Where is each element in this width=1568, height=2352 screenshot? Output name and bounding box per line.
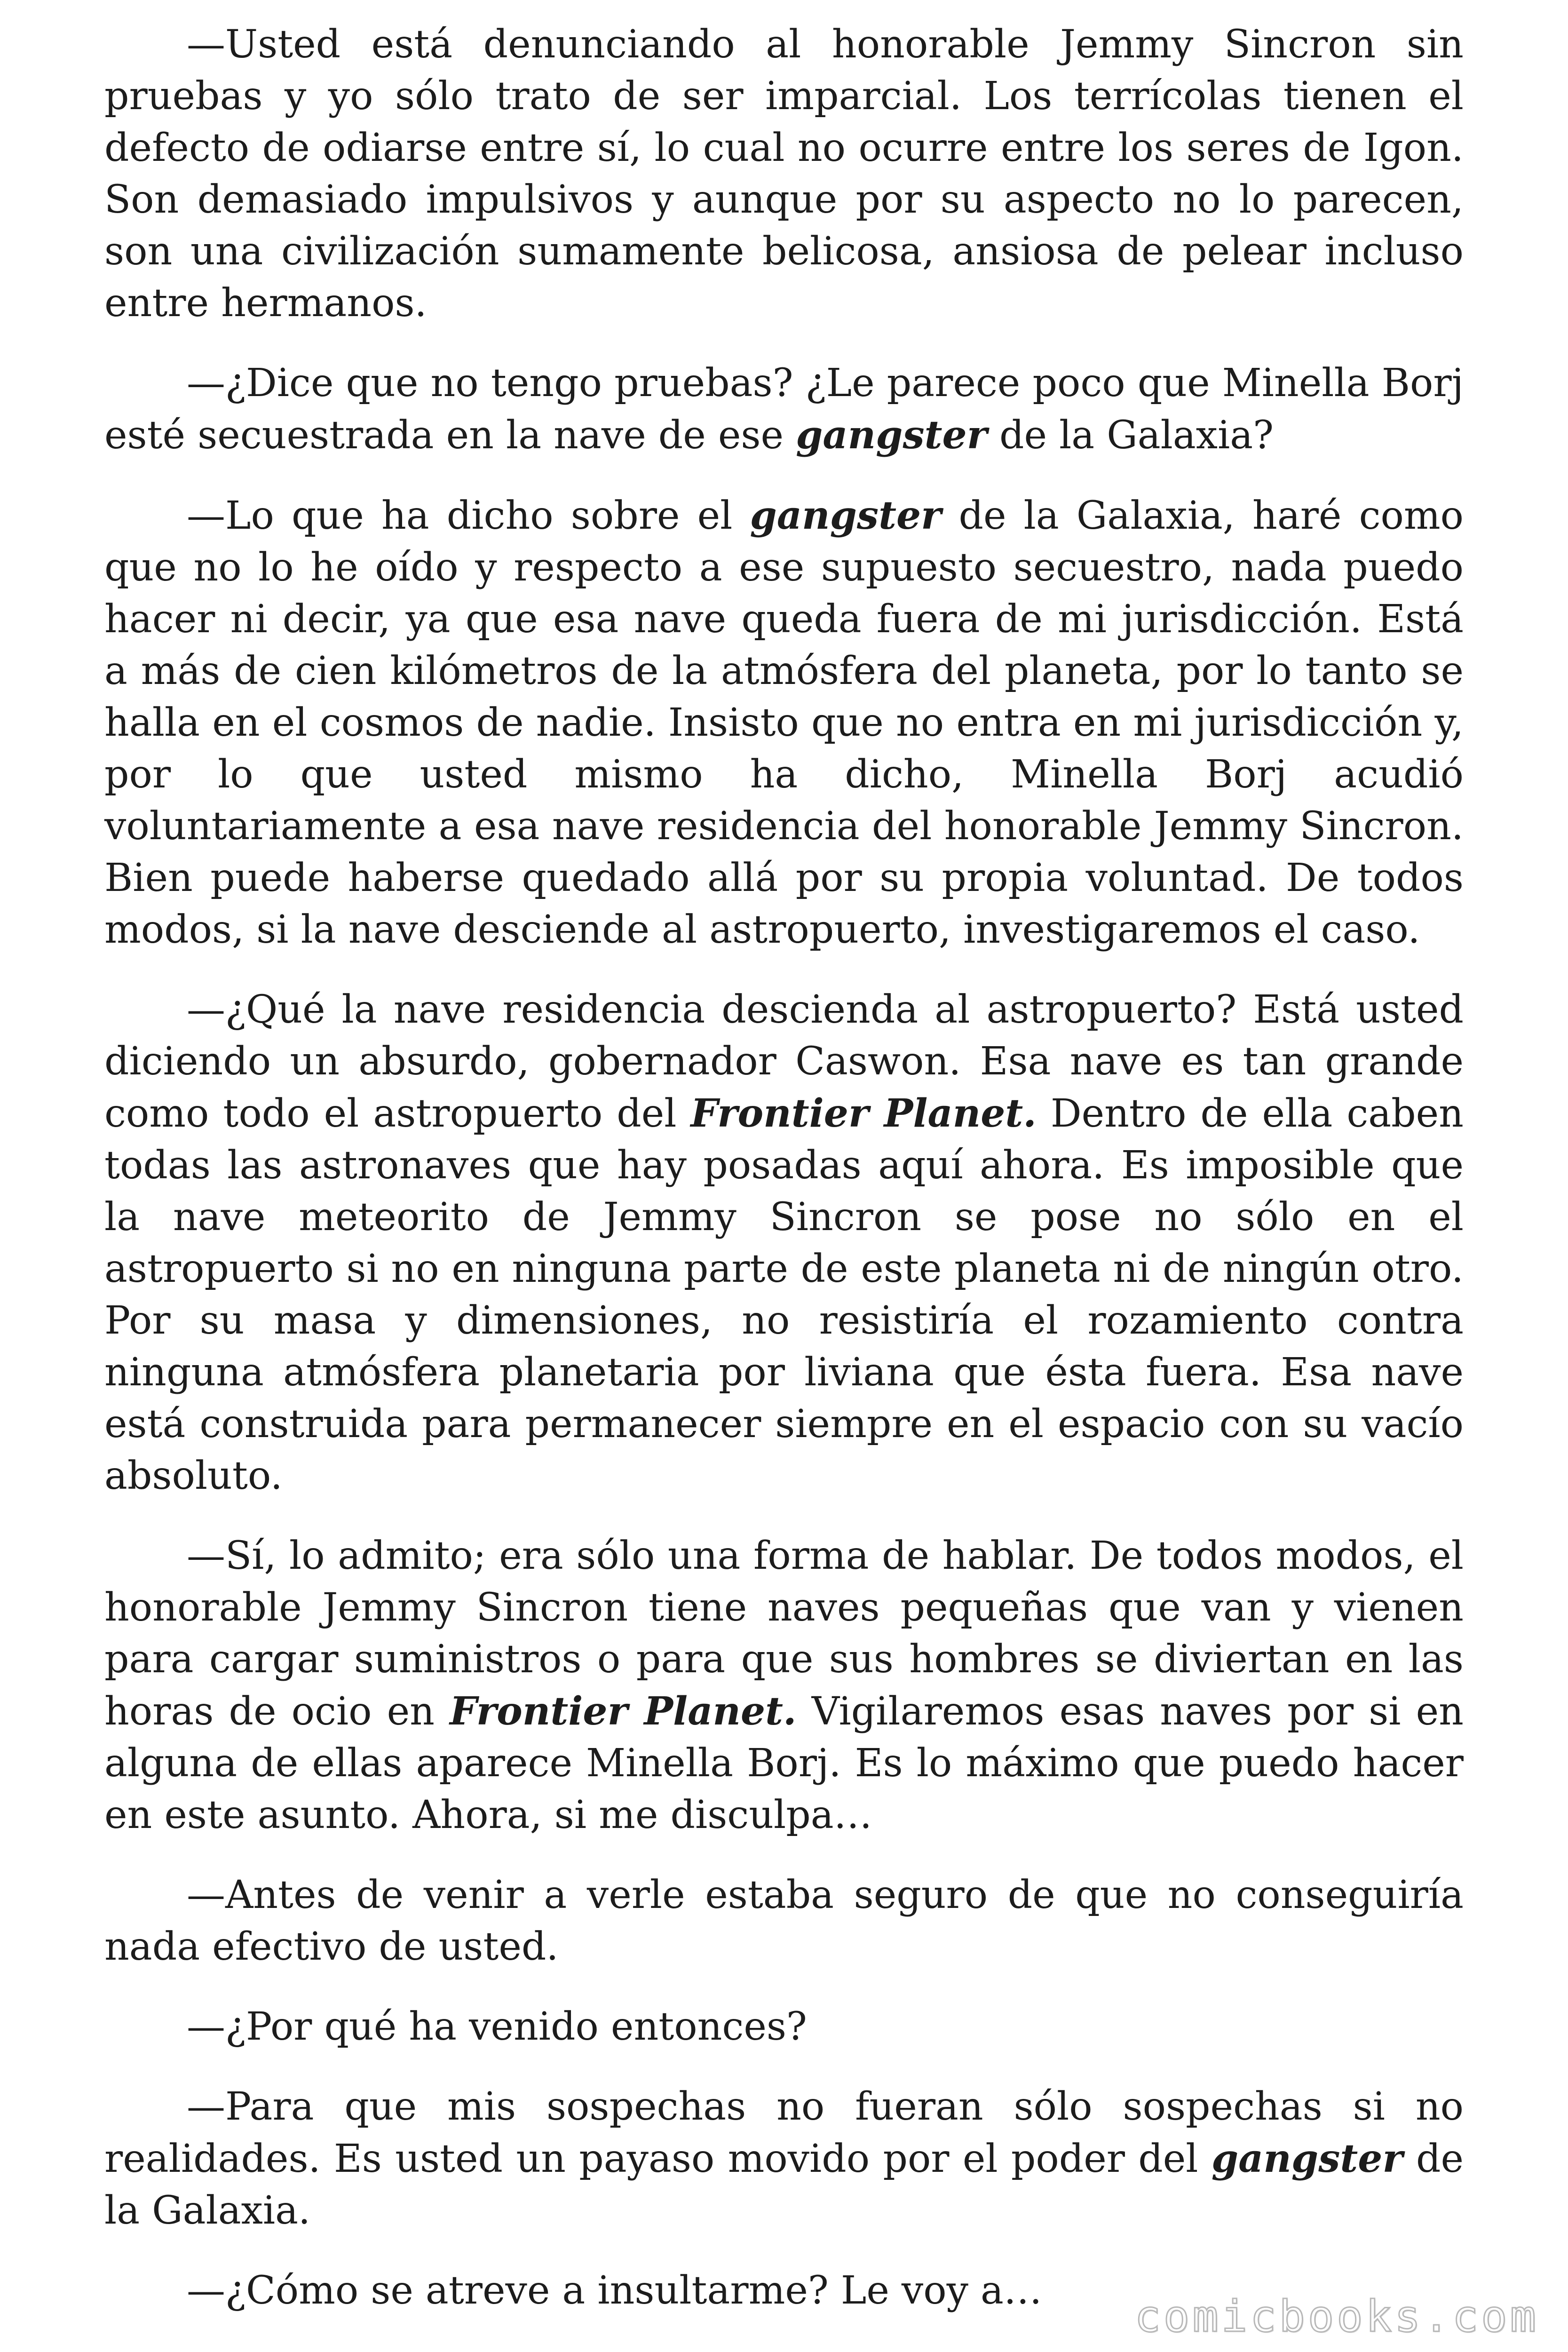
site-watermark: comicbooks.com <box>1134 2291 1539 2342</box>
text-run: —Antes de venir a verle estaba seguro de que no conseguiría nada efectivo de usted. <box>104 1873 1464 1969</box>
paragraph-2 <box>104 358 1464 461</box>
emphasis-run: Frontier Planet. <box>690 1091 1037 1136</box>
paragraph-6 <box>104 1869 1464 1973</box>
text-run: Vigilaremos esas naves por si en alguna de ellas aparece Minella Borj. Es lo máximo que puedo hacer en este asunto. Ahora, si me disculpa… <box>104 1689 1464 1837</box>
text-run: de la Galaxia, haré como que no lo he oído y respecto a ese supuesto secuestro, nada puedo hacer ni decir, ya que esa nave queda fuera de mi jurisdicción. Está a más de cien kilómetros de la atmósfera del planeta, por lo tanto se halla en el cosmos de nadie. Insisto que no entra en mi jurisdicción y, por lo que usted mismo ha dicho, Minella Borj acudió voluntariamente a esa nave residencia del honorable Jemmy Sincron. Bien puede haberse quedado allá por su propia voluntad. De todos modos, si la nave desciende al astropuerto, investigaremos el caso. <box>104 493 1464 952</box>
document-page <box>104 19 1464 2345</box>
emphasis-run: gangster <box>750 493 942 538</box>
text-run: de la Galaxia? <box>987 413 1274 458</box>
emphasis-run: gangster <box>1211 2136 1403 2181</box>
text-run: —¿Qué la nave residencia descienda al astropuerto? Está usted diciendo un absurdo, gobernador Caswon. Esa nave es tan grande como todo el astropuerto del <box>104 987 1464 1136</box>
text-run: —Usted está denunciando al honorable Jemmy Sincron sin pruebas y yo sólo trato de ser imparcial. Los terrícolas tienen el defecto de odiarse entre sí, lo cual no ocurre entre los seres de Igon. Son demasiado impulsivos y aunque por su aspecto no lo parecen, son una civilización sumamente belicosa, ansiosa de pelear incluso entre hermanos. <box>104 22 1464 326</box>
text-run: —Lo que ha dicho sobre el <box>187 493 750 538</box>
paragraph-8 <box>104 2081 1464 2237</box>
paragraph-5 <box>104 1530 1464 1841</box>
text-run: Dentro de ella caben todas las astronaves que hay posadas aquí ahora. Es imposible que la nave meteorito de Jemmy Sincron se pose no sólo en el astropuerto si no en ninguna parte de este planeta ni de ningún otro. Por su masa y dimensiones, no resistiría el rozamiento contra ninguna atmósfera planetaria por liviana que ésta fuera. Esa nave está construida para permanecer siempre en el espacio con su vacío absoluto. <box>104 1091 1464 1498</box>
paragraph-1 <box>104 19 1464 329</box>
paragraph-3 <box>104 490 1464 956</box>
text-run: —¿Por qué ha venido entonces? <box>187 2004 807 2049</box>
text-run: —Sí, lo admito; era sólo una forma de hablar. De todos modos, el honorable Jemmy Sincron tiene naves pequeñas que van y vienen para cargar suministros o para que sus hombres se diviertan en las horas de ocio en <box>104 1534 1464 1734</box>
text-run: de la Galaxia. <box>104 2137 1464 2233</box>
text-run: —¿Dice que no tengo pruebas? ¿Le parece poco que Minella Borj esté secuestrada en la nave de ese <box>104 361 1464 458</box>
emphasis-run: gangster <box>796 413 987 458</box>
text-run: —¿Cómo se atreve a insultarme? Le voy a… <box>187 2268 1042 2313</box>
paragraph-7 <box>104 2001 1464 2053</box>
emphasis-run: Frontier Planet. <box>450 1689 797 1734</box>
paragraph-4 <box>104 984 1464 1502</box>
text-run: —Para que mis sospechas no fueran sólo sospechas si no realidades. Es usted un payaso movido por el poder del <box>104 2084 1464 2181</box>
